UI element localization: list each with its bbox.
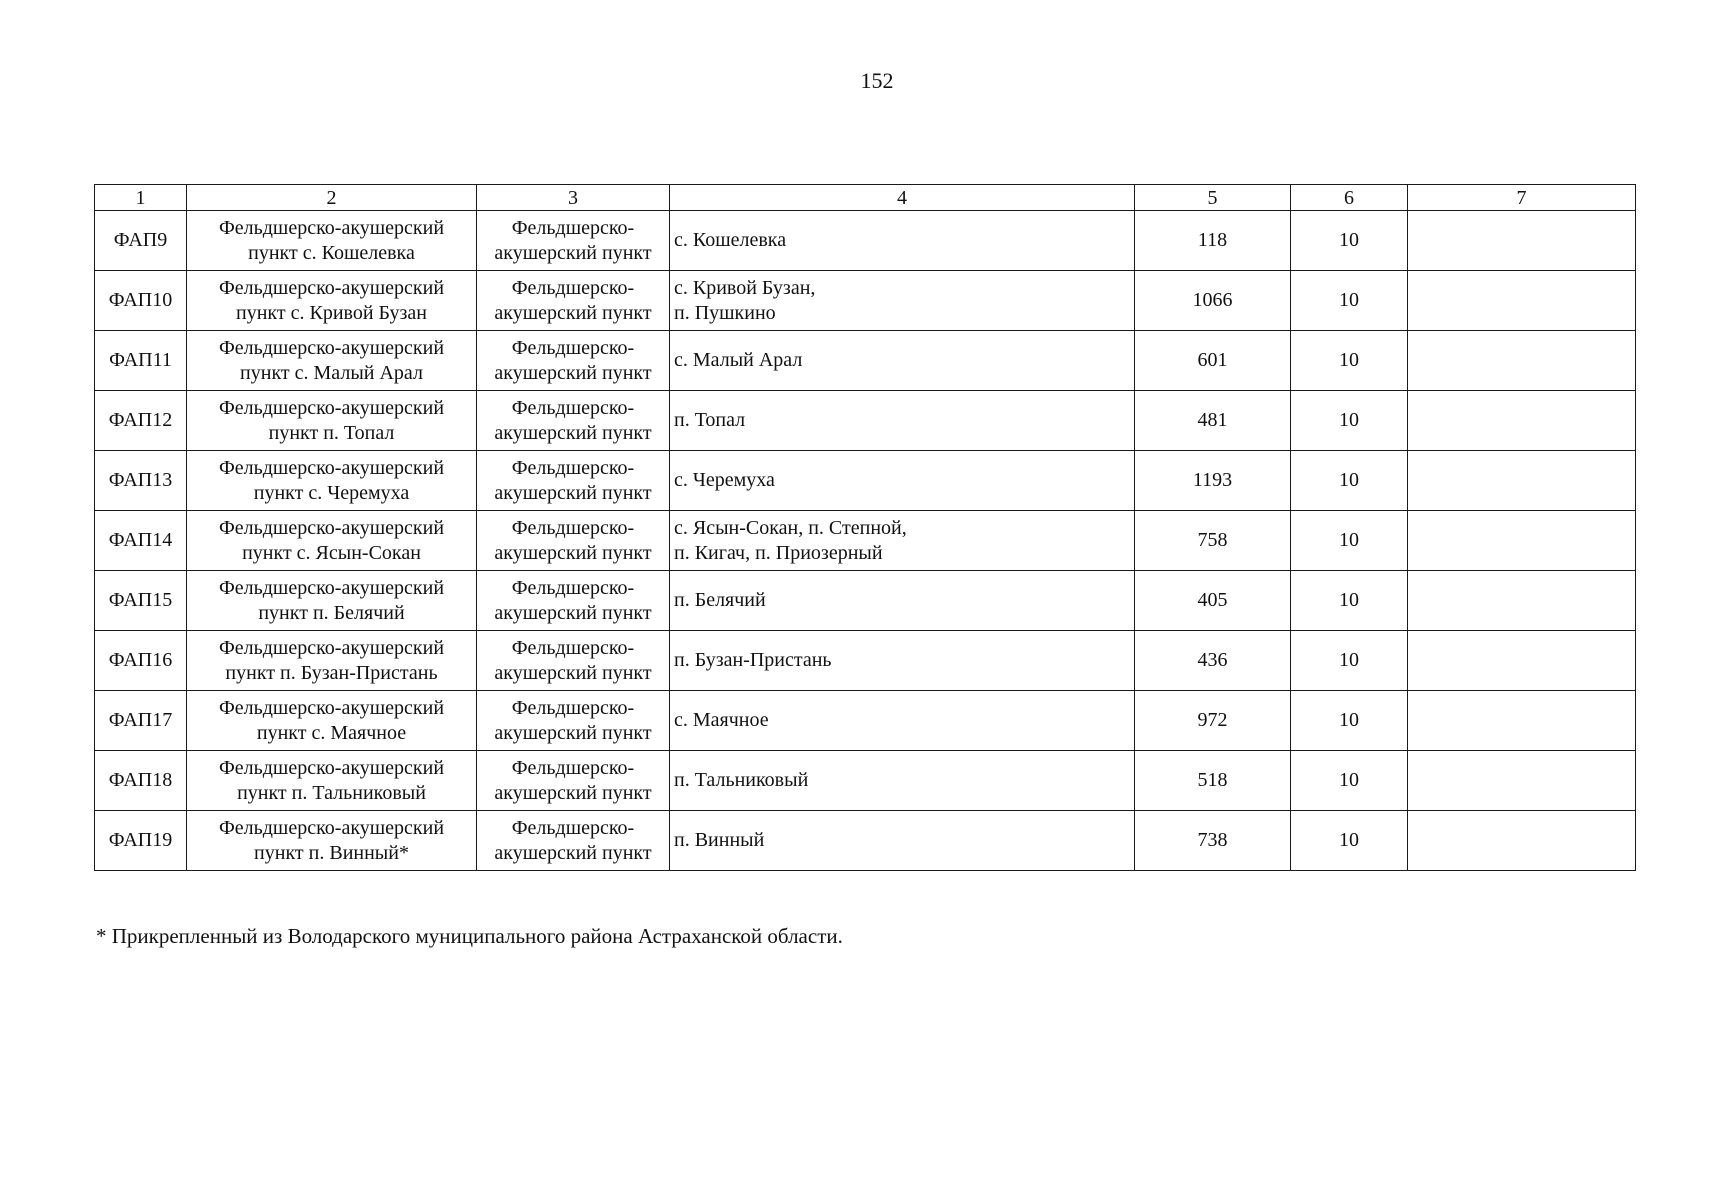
facility-name-line: пункт п. Винный* — [254, 841, 409, 864]
population-cell: 972 — [1135, 691, 1291, 751]
facility-name-cell — [187, 451, 477, 511]
service-area-line: с. Кошелевка — [674, 229, 787, 251]
facility-name-line: Фельдшерско-акушерский — [218, 636, 445, 659]
service-area-line: п. Пушкино — [674, 301, 776, 324]
facility-code-cell: ФАП14 — [95, 511, 187, 571]
note-cell — [1408, 271, 1636, 331]
service-area-cell — [670, 331, 1135, 391]
population-cell: 1193 — [1135, 451, 1291, 511]
facility-type-line: акушерский пункт — [494, 781, 652, 804]
service-area-line: п. Тальниковый — [674, 769, 809, 791]
service-area-line: с. Кривой Бузан, — [674, 276, 816, 299]
service-area-cell — [670, 211, 1135, 271]
note-cell — [1408, 451, 1636, 511]
facility-name-line: пункт п. Бузан-Пристань — [225, 661, 438, 684]
note-cell — [1408, 511, 1636, 571]
column-header-6: 6 — [1291, 185, 1408, 211]
distance-cell: 10 — [1291, 571, 1408, 631]
facility-type-line: акушерский пункт — [494, 721, 652, 744]
column-header-7: 7 — [1408, 185, 1636, 211]
service-area-line: п. Топал — [674, 409, 746, 431]
facility-name-cell — [187, 211, 477, 271]
facility-name-line: пункт п. Белячий — [258, 601, 405, 624]
facility-type-line: акушерский пункт — [494, 241, 652, 264]
facility-name-cell — [187, 631, 477, 691]
population-cell: 405 — [1135, 571, 1291, 631]
population-cell: 518 — [1135, 751, 1291, 811]
service-area-cell — [670, 751, 1135, 811]
facility-name-line: пункт п. Тальниковый — [237, 781, 426, 804]
facility-name-line: Фельдшерско-акушерский — [218, 336, 445, 359]
facility-type-cell — [477, 451, 670, 511]
table-body — [95, 211, 1636, 871]
service-area-line: п. Белячий — [674, 589, 766, 611]
facility-type-cell — [477, 691, 670, 751]
distance-cell: 10 — [1291, 211, 1408, 271]
note-cell — [1408, 571, 1636, 631]
facility-type-cell — [477, 271, 670, 331]
facility-type-line: акушерский пункт — [494, 841, 652, 864]
table-row — [95, 571, 1636, 631]
facility-type-line: Фельдшерско- — [511, 816, 635, 839]
distance-cell: 10 — [1291, 331, 1408, 391]
facility-code-cell: ФАП19 — [95, 811, 187, 871]
service-area-cell — [670, 571, 1135, 631]
table-row — [95, 511, 1636, 571]
facility-type-line: акушерский пункт — [494, 421, 652, 444]
facility-type-cell — [477, 631, 670, 691]
facility-name-line: Фельдшерско-акушерский — [218, 276, 445, 299]
facility-name-cell — [187, 331, 477, 391]
facility-type-line: акушерский пункт — [494, 541, 652, 564]
distance-cell: 10 — [1291, 511, 1408, 571]
table-row — [95, 331, 1636, 391]
distance-cell: 10 — [1291, 691, 1408, 751]
service-area-cell — [670, 811, 1135, 871]
facility-code-cell: ФАП12 — [95, 391, 187, 451]
note-cell — [1408, 631, 1636, 691]
distance-cell: 10 — [1291, 631, 1408, 691]
table-row — [95, 211, 1636, 271]
table-row — [95, 811, 1636, 871]
facility-type-line: Фельдшерско- — [511, 336, 635, 359]
distance-cell: 10 — [1291, 271, 1408, 331]
table-row — [95, 631, 1636, 691]
service-area-line: с. Малый Арал — [674, 349, 803, 371]
facility-name-cell — [187, 391, 477, 451]
column-header-2: 2 — [187, 185, 477, 211]
service-area-line: с. Маячное — [674, 709, 769, 731]
facility-name-line: Фельдшерско-акушерский — [218, 756, 445, 779]
facility-type-cell — [477, 211, 670, 271]
population-cell: 758 — [1135, 511, 1291, 571]
table-row — [95, 691, 1636, 751]
facility-name-cell — [187, 691, 477, 751]
note-cell — [1408, 391, 1636, 451]
column-header-3: 3 — [477, 185, 670, 211]
facility-code-cell: ФАП13 — [95, 451, 187, 511]
facility-code-cell: ФАП18 — [95, 751, 187, 811]
table-row — [95, 391, 1636, 451]
facility-name-line: Фельдшерско-акушерский — [218, 696, 445, 719]
facility-name-cell — [187, 571, 477, 631]
facilities-table — [94, 184, 1636, 871]
service-area-line: с. Черемуха — [674, 469, 775, 491]
facility-name-line: Фельдшерско-акушерский — [218, 516, 445, 539]
facility-type-cell — [477, 331, 670, 391]
population-cell: 118 — [1135, 211, 1291, 271]
facility-name-line: пункт с. Черемуха — [253, 481, 410, 504]
facility-type-line: акушерский пункт — [494, 601, 652, 624]
population-cell: 738 — [1135, 811, 1291, 871]
facility-name-cell — [187, 811, 477, 871]
facility-name-line: пункт с. Маячное — [256, 721, 407, 744]
facility-code-cell: ФАП15 — [95, 571, 187, 631]
facility-type-line: Фельдшерско- — [511, 576, 635, 599]
facility-name-line: пункт с. Кошелевка — [248, 241, 415, 264]
note-cell — [1408, 751, 1636, 811]
facility-type-line: акушерский пункт — [494, 661, 652, 684]
service-area-cell — [670, 271, 1135, 331]
population-cell: 1066 — [1135, 271, 1291, 331]
facility-type-line: акушерский пункт — [494, 361, 652, 384]
facility-name-line: Фельдшерско-акушерский — [218, 396, 445, 419]
facility-name-cell — [187, 751, 477, 811]
facility-code-cell: ФАП10 — [95, 271, 187, 331]
facility-type-line: акушерский пункт — [494, 481, 652, 504]
facility-name-line: Фельдшерско-акушерский — [218, 576, 445, 599]
column-header-4: 4 — [670, 185, 1135, 211]
facility-type-line: Фельдшерско- — [511, 696, 635, 719]
service-area-cell — [670, 691, 1135, 751]
facility-type-line: Фельдшерско- — [511, 276, 635, 299]
facility-name-line: Фельдшерско-акушерский — [218, 456, 445, 479]
note-cell — [1408, 811, 1636, 871]
note-cell — [1408, 211, 1636, 271]
facility-name-line: Фельдшерско-акушерский — [218, 816, 445, 839]
facility-type-cell — [477, 391, 670, 451]
column-header-5: 5 — [1135, 185, 1291, 211]
facility-name-cell — [187, 271, 477, 331]
population-cell: 481 — [1135, 391, 1291, 451]
facility-code-cell: ФАП11 — [95, 331, 187, 391]
facility-type-cell — [477, 811, 670, 871]
facility-type-line: Фельдшерско- — [511, 516, 635, 539]
note-cell — [1408, 331, 1636, 391]
facility-name-line: Фельдшерско-акушерский — [218, 216, 445, 239]
service-area-cell — [670, 511, 1135, 571]
facility-type-line: Фельдшерско- — [511, 636, 635, 659]
distance-cell: 10 — [1291, 451, 1408, 511]
service-area-cell — [670, 451, 1135, 511]
facility-name-line: пункт с. Малый Арал — [240, 361, 423, 384]
facility-type-line: акушерский пункт — [494, 301, 652, 324]
facility-type-line: Фельдшерско- — [511, 396, 635, 419]
service-area-line: п. Кигач, п. Приозерный — [674, 541, 883, 564]
table-header-row — [95, 185, 1636, 211]
facility-code-cell: ФАП17 — [95, 691, 187, 751]
facility-code-cell: ФАП9 — [95, 211, 187, 271]
table-row — [95, 751, 1636, 811]
service-area-cell — [670, 631, 1135, 691]
footnote: * Прикрепленный из Володарского муниципального района Астраханской области. — [96, 924, 843, 948]
distance-cell: 10 — [1291, 751, 1408, 811]
table-row — [95, 271, 1636, 331]
service-area-line: п. Бузан-Пристань — [674, 649, 832, 671]
column-header-1: 1 — [95, 185, 187, 211]
facility-type-cell — [477, 751, 670, 811]
distance-cell: 10 — [1291, 811, 1408, 871]
facility-name-cell — [187, 511, 477, 571]
service-area-line: п. Винный — [674, 829, 765, 851]
facility-name-line: пункт п. Топал — [268, 421, 395, 444]
population-cell: 436 — [1135, 631, 1291, 691]
service-area-cell — [670, 391, 1135, 451]
facility-name-line: пункт с. Кривой Бузан — [236, 301, 427, 324]
facility-type-line: Фельдшерско- — [511, 456, 635, 479]
table-row — [95, 451, 1636, 511]
facility-type-line: Фельдшерско- — [511, 756, 635, 779]
service-area-line: с. Ясын-Сокан, п. Степной, — [674, 516, 907, 539]
facility-name-line: пункт с. Ясын-Сокан — [242, 541, 421, 564]
facility-type-cell — [477, 571, 670, 631]
population-cell: 601 — [1135, 331, 1291, 391]
note-cell — [1408, 691, 1636, 751]
page-number: 152 — [860, 68, 894, 93]
facility-type-line: Фельдшерско- — [511, 216, 635, 239]
distance-cell: 10 — [1291, 391, 1408, 451]
facility-type-cell — [477, 511, 670, 571]
facility-code-cell: ФАП16 — [95, 631, 187, 691]
